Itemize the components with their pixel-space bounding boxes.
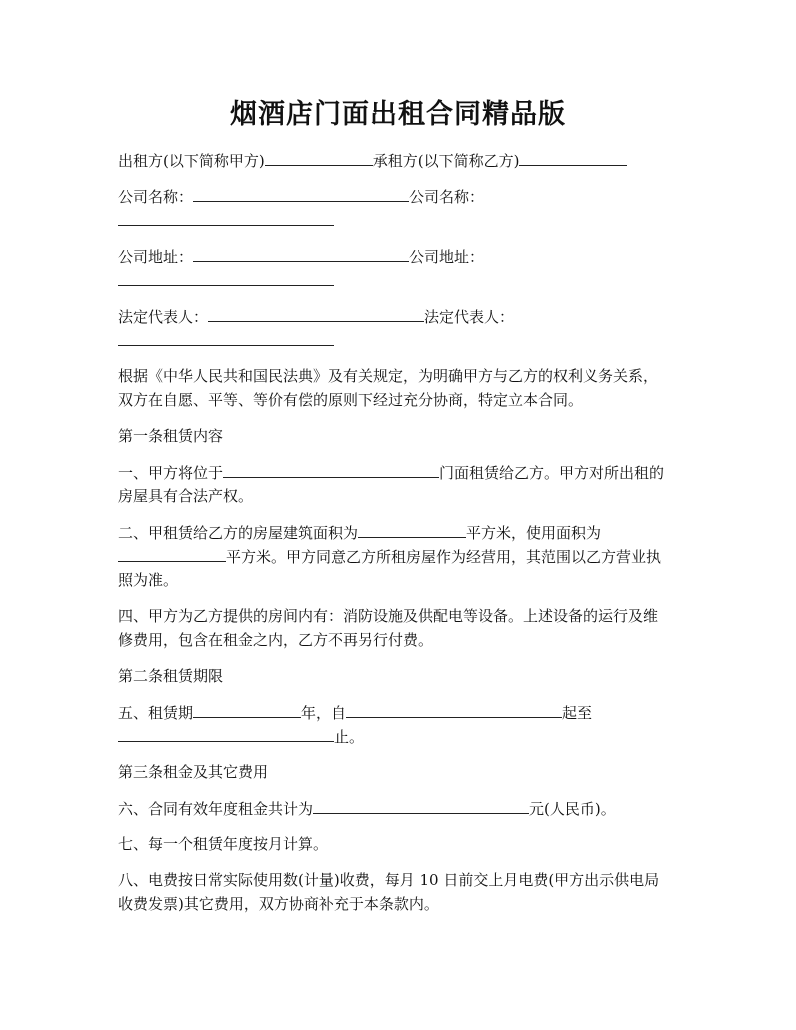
- item4-line-1: 四、甲方为乙方提供的房间内有：消防设施及供配电等设备。上述设备的运行及维: [118, 607, 659, 625]
- item5-end: 止。: [334, 728, 365, 746]
- legal-rep-label-b: 法定代表人：: [424, 308, 515, 326]
- item4-line-2: 修费用，包含在租金之内，乙方不再另行付费。: [118, 631, 434, 649]
- lessee-blank: [519, 148, 627, 166]
- usable-area-blank: [118, 544, 226, 562]
- item1-line-2: 房屋具有合法产权。: [118, 487, 254, 505]
- lessee-label: 承租方(以下简称乙方): [372, 152, 520, 170]
- company-name-label-b: 公司名称：: [409, 188, 485, 206]
- company-address-blank-line: [118, 268, 690, 292]
- item2-mid: 平方米，使用面积为: [466, 524, 602, 542]
- lease-years-blank: [193, 700, 301, 718]
- item1-location-blank: [223, 460, 439, 478]
- item5-prefix: 五、租赁期: [118, 704, 194, 722]
- item1-line-1: [118, 460, 690, 484]
- company-name-blank-a: [193, 184, 409, 202]
- item6-prefix: 六、合同有效年度租金共计为: [118, 800, 314, 818]
- annual-rent-blank: [313, 796, 529, 814]
- parties-line: [118, 148, 690, 172]
- item7-line: 七、每一个租赁年度按月计算。: [118, 835, 329, 853]
- lessor-blank: [265, 148, 373, 166]
- article3-heading: 第三条租金及其它费用: [118, 763, 269, 781]
- legal-rep-blank-a: [208, 304, 424, 322]
- document-body: [118, 148, 690, 916]
- item8-line-1: 八、电费按日常实际使用数(计量)收费，每月 10 日前交上月电费(甲方出示供电局: [118, 871, 660, 889]
- legal-rep-blank-line: [118, 328, 690, 352]
- company-address-line: [118, 244, 690, 268]
- lease-end-blank: [118, 724, 334, 742]
- company-name-blank-line: [118, 208, 690, 232]
- article2-heading: 第二条租赁期限: [118, 667, 224, 685]
- company-name-line: [118, 184, 690, 208]
- company-address-label-b: 公司地址：: [409, 248, 485, 266]
- item2-prefix: 二、甲租赁给乙方的房屋建筑面积为: [118, 524, 359, 542]
- document-title: 烟酒店门面出租合同精品版: [230, 99, 566, 130]
- item5-line-2: [118, 724, 690, 748]
- item1-suffix: 门面租赁给乙方。甲方对所出租的: [439, 464, 665, 482]
- company-address-blank-a: [193, 244, 409, 262]
- lessor-label: 出租方(以下简称甲方): [118, 152, 265, 170]
- item8-line-2: 收费发票)其它费用，双方协商补充于本条款内。: [118, 895, 439, 913]
- item5-year: 年，自: [301, 704, 347, 722]
- company-name-blank-b: [118, 208, 334, 226]
- item5-from: 起至: [562, 704, 593, 722]
- preamble-line-1: 根据《中华人民共和国民法典》及有关规定，为明确甲方与乙方的权利义务关系，: [118, 367, 659, 385]
- building-area-blank: [358, 520, 466, 538]
- preamble-line-2: 双方在自愿、平等、等价有偿的原则下经过充分协商，特定立本合同。: [118, 391, 584, 409]
- item2-line-1: [118, 520, 690, 544]
- company-address-label-a: 公司地址：: [118, 248, 194, 266]
- item2-suffix: 平方米。甲方同意乙方所租房屋作为经营用，其范围以乙方营业执: [226, 548, 662, 566]
- item2-line-3: 照为准。: [118, 571, 179, 589]
- item6-line: [118, 796, 690, 820]
- lease-start-blank: [346, 700, 562, 718]
- item6-suffix: 元(人民币)。: [529, 800, 616, 818]
- company-address-blank-b: [118, 268, 334, 286]
- legal-rep-line: [118, 304, 690, 328]
- company-name-label-a: 公司名称：: [118, 188, 194, 206]
- legal-rep-label-a: 法定代表人：: [118, 308, 209, 326]
- item2-line-2: [118, 544, 690, 568]
- article1-heading: 第一条租赁内容: [118, 427, 224, 445]
- item1-prefix: 一、甲方将位于: [118, 464, 224, 482]
- legal-rep-blank-b: [118, 328, 334, 346]
- item5-line-1: [118, 700, 690, 724]
